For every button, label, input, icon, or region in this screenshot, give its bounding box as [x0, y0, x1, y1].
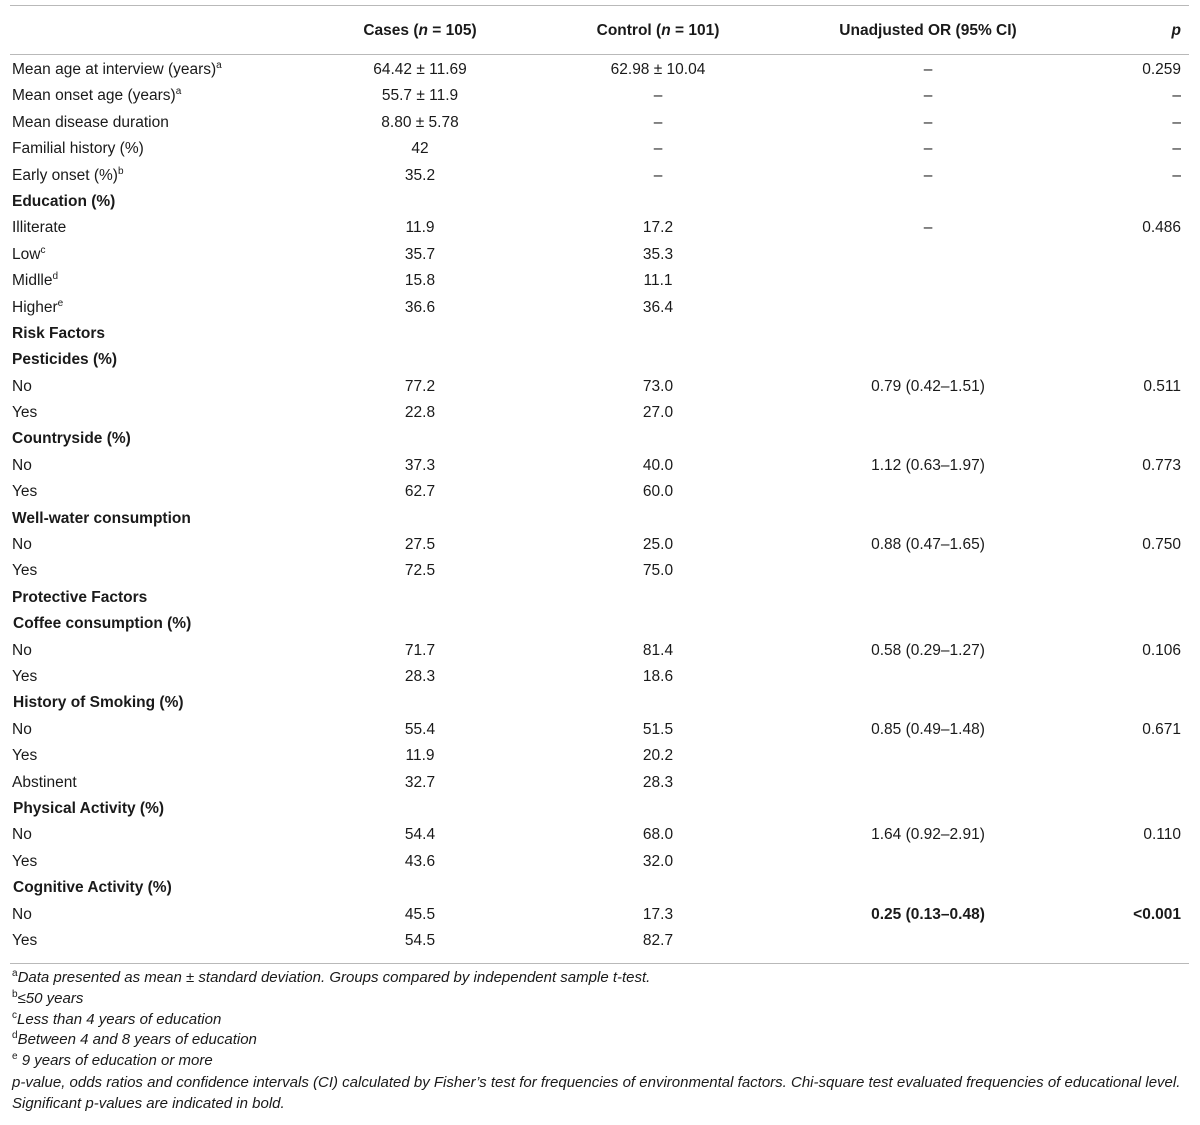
table-row [0, 822, 1200, 848]
cases-value: 36.6 [404, 298, 436, 316]
table-row [0, 664, 1200, 690]
control-value: 81.4 [642, 641, 674, 659]
p-value: – [1172, 87, 1181, 105]
table-section-row [0, 611, 1200, 637]
odds-ratio-value: – [923, 219, 933, 237]
control-value: 17.2 [642, 219, 674, 237]
cases-value: 35.7 [404, 245, 436, 263]
footnote [12, 968, 1192, 989]
odds-ratio-value: – [923, 87, 933, 105]
row-label: Coffee consumption (%) [13, 615, 192, 633]
row-label: Higher$^e$ [12, 297, 64, 316]
p-value: 0.773 [1142, 456, 1181, 474]
row-label: Mean onset age (years)$^a$ [12, 86, 182, 105]
table-row [0, 110, 1200, 136]
footnote-marker: b [12, 988, 18, 1000]
odds-ratio-value: 1.12 (0.63–1.97) [871, 456, 985, 474]
cases-value: 37.3 [404, 456, 436, 474]
row-label: Abstinent [12, 773, 77, 791]
cases-value: 62.7 [404, 483, 436, 501]
control-value: 36.4 [642, 298, 674, 316]
row-label: Yes [12, 931, 38, 949]
control-value: 20.2 [642, 747, 674, 765]
table-body [0, 57, 1200, 954]
odds-ratio-value: 0.58 (0.29–1.27) [871, 641, 985, 659]
odds-ratio-value: 0.79 (0.42–1.51) [871, 377, 985, 395]
table-section-row [0, 347, 1200, 373]
row-label: No [12, 720, 32, 738]
cases-value: 11.9 [405, 747, 435, 765]
odds-ratio-value: 0.88 (0.47–1.65) [871, 536, 985, 554]
row-label: Illiterate [12, 219, 67, 237]
control-value: 18.6 [642, 667, 674, 685]
table-section-row [0, 796, 1200, 822]
footnote [12, 989, 1192, 1010]
cases-value: 64.42 ± 11.69 [373, 61, 467, 78]
control-value: 82.7 [642, 931, 674, 949]
odds-ratio-value: – [923, 113, 933, 131]
row-label: Familial history (%) [12, 140, 144, 158]
footnote-marker: d [12, 1030, 18, 1042]
table-row [0, 479, 1200, 505]
footnote-text: 9 years of education or more [17, 1052, 213, 1070]
control-value: 32.0 [642, 852, 674, 870]
table-row [0, 638, 1200, 664]
row-label: Mean age at interview (years)$^a$ [12, 60, 222, 78]
control-value: 17.3 [642, 905, 674, 923]
table-row [0, 400, 1200, 426]
row-label: Cognitive Activity (%) [13, 879, 172, 897]
row-label: Midlle$^d$ [12, 271, 59, 290]
cases-value: 71.7 [404, 641, 436, 659]
cases-value: 11.9 [405, 219, 435, 237]
p-value: 0.486 [1142, 219, 1181, 237]
table-row [0, 268, 1200, 294]
cases-value: 45.5 [404, 905, 436, 923]
control-value: 60.0 [642, 483, 674, 501]
footnote-marker: e [12, 1051, 18, 1063]
p-value: 0.671 [1142, 720, 1181, 738]
footnote-marker: c [12, 1009, 17, 1021]
odds-ratio-value: – [923, 166, 933, 184]
control-value: 11.1 [643, 272, 673, 290]
row-label: Early onset (%)$^b$ [12, 165, 124, 184]
table-bottom-rule [10, 963, 1189, 964]
p-value: – [1172, 113, 1181, 131]
control-value: 73.0 [642, 377, 674, 395]
cases-value: 77.2 [404, 377, 436, 395]
p-value: – [1172, 166, 1181, 184]
control-value: 25.0 [642, 536, 674, 554]
footnote [12, 1010, 1192, 1031]
row-label: No [12, 905, 32, 923]
control-value: 51.5 [642, 720, 674, 738]
cases-value: 27.5 [404, 536, 436, 554]
row-label: Risk Factors [12, 324, 106, 342]
row-label: Low$^c$ [12, 244, 46, 263]
row-label: Yes [12, 404, 38, 422]
control-value: – [653, 87, 663, 105]
header-control: Control (n = 101) [596, 22, 720, 39]
table-row [0, 743, 1200, 769]
p-value: – [1172, 140, 1181, 158]
table-row [0, 532, 1200, 558]
table-section-row [0, 321, 1200, 347]
row-label: No [12, 826, 32, 844]
table-row [0, 558, 1200, 584]
p-value: 0.106 [1142, 641, 1181, 659]
row-label: Countryside (%) [12, 430, 131, 448]
table-row [0, 849, 1200, 875]
table-section-row [0, 690, 1200, 716]
table-row [0, 57, 1200, 83]
footnote-marker: e [57, 297, 64, 309]
control-value: – [653, 113, 663, 131]
cases-value: 72.5 [404, 562, 436, 580]
row-label: Protective Factors [12, 588, 148, 606]
control-value: 75.0 [642, 562, 674, 580]
row-label: No [12, 536, 32, 554]
p-value: 0.511 [1143, 377, 1181, 395]
footnote-text: ≤50 years [17, 989, 84, 1007]
row-label: History of Smoking (%) [13, 694, 184, 712]
control-value: 68.0 [642, 826, 674, 844]
control-value: 40.0 [642, 456, 674, 474]
table-section-row [0, 585, 1200, 611]
table-header-rule [10, 54, 1189, 55]
odds-ratio-value: – [923, 140, 933, 158]
header-p-value: p [1171, 22, 1181, 39]
control-value: – [653, 140, 663, 158]
cases-value: 8.80 ± 5.78 [381, 113, 459, 131]
odds-ratio-value: 0.25 (0.13–0.48) [871, 905, 985, 923]
footnote-marker: c [40, 244, 46, 256]
cases-value: 42 [411, 140, 429, 158]
table-section-row [0, 875, 1200, 901]
table-row [0, 374, 1200, 400]
footnote-marker: a [12, 968, 18, 979]
odds-ratio-value: – [923, 61, 933, 78]
control-value: – [653, 166, 663, 184]
table-section-row [0, 506, 1200, 532]
table-row [0, 770, 1200, 796]
control-value: 62.98 ± 10.04 [610, 61, 706, 78]
row-label: Well-water consumption [12, 509, 191, 527]
cases-value: 43.6 [404, 852, 436, 870]
footnote-marker: b [117, 165, 124, 177]
table-section-row [0, 426, 1200, 452]
cases-value: 35.2 [404, 166, 436, 184]
table-row [0, 717, 1200, 743]
cases-value: 54.4 [404, 826, 436, 844]
row-label: Yes [12, 483, 38, 501]
odds-ratio-value: 0.85 (0.49–1.48) [871, 720, 985, 738]
p-value: 0.750 [1142, 536, 1181, 554]
p-value: 0.110 [1143, 826, 1181, 844]
footnote-marker: a [216, 60, 222, 71]
control-value: 27.0 [642, 404, 674, 422]
cases-value: 22.8 [404, 404, 436, 422]
row-label: No [12, 641, 32, 659]
cases-value: 32.7 [404, 773, 436, 791]
header-variable [12, 5, 212, 54]
table-row [0, 215, 1200, 241]
row-label: Physical Activity (%) [13, 799, 165, 817]
table-header [0, 5, 1200, 54]
table-row [0, 902, 1200, 928]
odds-ratio-value: 1.64 (0.92–2.91) [871, 826, 985, 844]
footnote-text: Less than 4 years of education [17, 1010, 222, 1028]
row-label: No [12, 456, 32, 474]
footnote-marker: d [52, 271, 59, 283]
table-row [0, 928, 1200, 954]
table-row [0, 242, 1200, 268]
cases-value: 15.8 [404, 272, 436, 290]
control-value: 35.3 [642, 245, 674, 263]
cases-value: 55.4 [404, 720, 436, 738]
row-label: Yes [12, 667, 38, 685]
p-value: <0.001 [1133, 905, 1181, 923]
table-row [0, 453, 1200, 479]
cases-value: 54.5 [404, 931, 436, 949]
row-label: No [12, 377, 32, 395]
footnote [12, 1051, 1192, 1072]
table-row [0, 163, 1200, 189]
table-row [0, 83, 1200, 109]
header-cases: Cases (n = 105) [363, 22, 477, 39]
table-row [0, 295, 1200, 321]
p-value: 0.259 [1142, 61, 1181, 78]
row-label: Pesticides (%) [12, 351, 118, 369]
row-label: Education (%) [12, 192, 116, 210]
row-label: Mean disease duration [12, 113, 169, 131]
control-value: 28.3 [642, 773, 674, 791]
cases-value: 28.3 [404, 667, 436, 685]
footnote-text: Data presented as mean ± standard deviation. Groups compared by independent sample t-test. [17, 969, 651, 986]
row-label: Yes [12, 747, 38, 765]
table-row [0, 136, 1200, 162]
footnote-methods-note: p-value, odds ratios and confidence intervals (CI) calculated by Fisher’s test for frequencies of environmental factors. Chi-square test evaluated frequencies of educational level. Significant p-values are indicated in bold. [12, 1073, 1181, 1112]
cases-value: 55.7 ± 11.9 [381, 87, 459, 105]
header-odds-ratio: Unadjusted OR (95% CI) [839, 22, 1017, 39]
footnote-marker: a [175, 86, 182, 98]
row-label: Yes [12, 852, 38, 870]
table-footnotes [12, 968, 1192, 1114]
table-section-row [0, 189, 1200, 215]
row-label: Yes [12, 562, 38, 580]
footnote [12, 1030, 1192, 1051]
footnote-text: Between 4 and 8 years of education [17, 1031, 257, 1049]
